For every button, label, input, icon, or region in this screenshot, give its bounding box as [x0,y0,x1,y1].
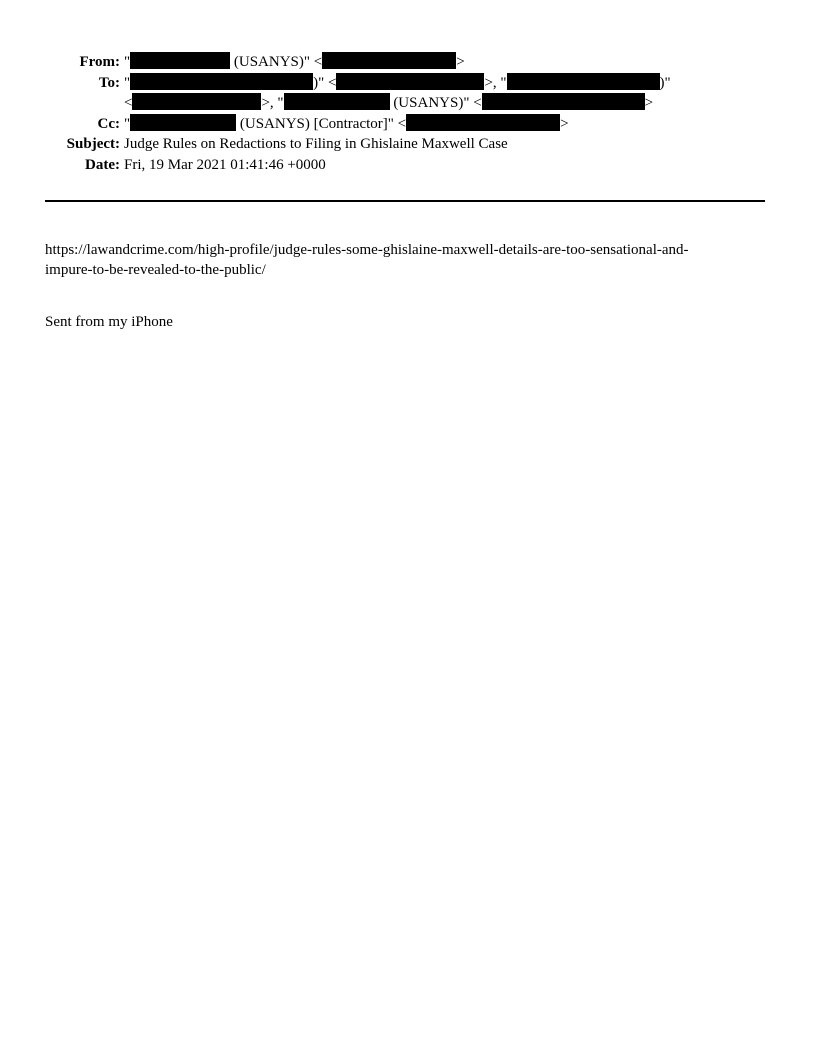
cc-label: Cc: [97,115,120,132]
redaction-box [336,73,484,90]
signature: Sent from my iPhone [45,314,173,330]
to-row-continued [0,93,816,114]
cc-value: " (USANYS) [Contractor]" < > [124,115,569,132]
to-row [0,73,816,94]
subject-value: Judge Rules on Redactions to Filing in Ghislaine Maxwell Case [124,136,508,152]
to-value-continued: < >, " (USANYS)" < > [124,95,654,111]
article-link-line-2[interactable]: impure-to-be-revealed-to-the-public/ [45,262,266,278]
redaction-box [130,114,236,131]
redaction-box [130,73,313,90]
redaction-box [322,52,456,69]
from-value: " (USANYS)" < > [124,54,465,70]
subject-label: Subject: [66,136,120,152]
redaction-box [507,73,660,90]
from-row [0,52,816,73]
redaction-box [482,93,645,110]
redaction-box [132,93,261,110]
to-value: " )" < >, " )" [124,74,671,91]
redaction-box [406,114,560,131]
subject-row [0,134,816,155]
date-row [0,155,816,176]
article-link[interactable] [45,240,765,280]
date-value: Fri, 19 Mar 2021 01:41:46 +0000 [124,156,326,173]
redaction-box [130,52,230,69]
redaction-box [284,93,390,110]
to-label: To: [98,74,120,91]
article-link-line-1[interactable]: https://lawandcrime.com/high-profile/judge-rules-some-ghislaine-maxwell-details-are-too-sensational-and- [45,242,689,258]
cc-row [0,114,816,135]
from-label: From: [79,54,120,70]
email-header [0,52,816,175]
header-divider [45,200,765,202]
date-label: Date: [85,156,120,173]
